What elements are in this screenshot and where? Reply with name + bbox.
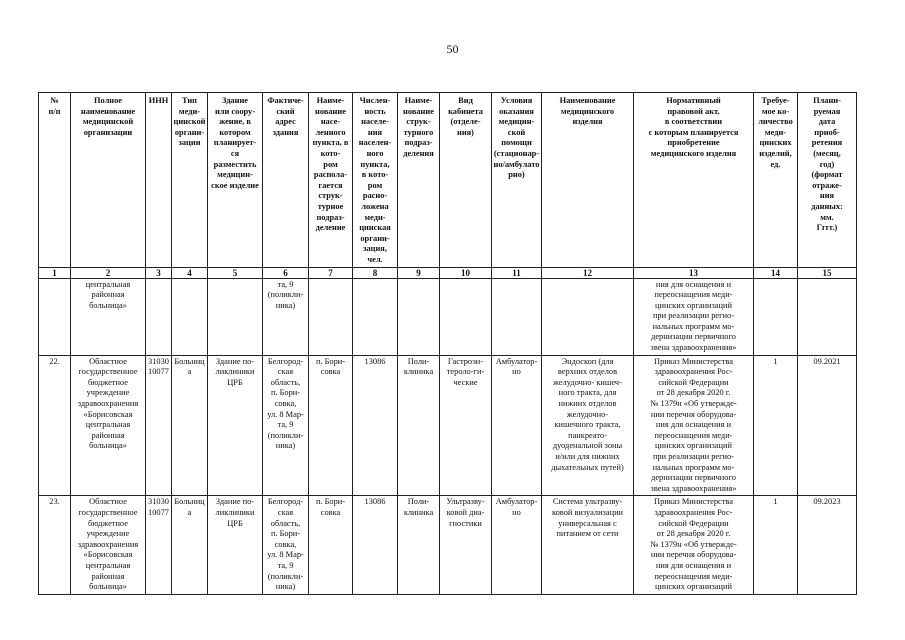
table-cell xyxy=(542,278,634,355)
table-cell: п. Бори- совка xyxy=(309,496,353,594)
table-cell: 31030 10077 xyxy=(146,496,172,594)
table-cell: Больница xyxy=(172,355,208,496)
table-cell: Гастроэн- тероло-ги- ческие xyxy=(440,355,492,496)
table-cell: Здание по- ликлиники ЦРБ xyxy=(208,355,263,496)
table-cell: 31030 10077 xyxy=(146,355,172,496)
header-cell: Наиме- нование струк- турного подраз- деления xyxy=(398,93,440,268)
header-cell: Требуе- мое ко- личество меди- цинских изделий, ед. xyxy=(754,93,798,268)
table-cell xyxy=(754,278,798,355)
header-cell: Фактиче- ский адрес здания xyxy=(263,93,309,268)
header-cell: Плани- руемая дата приоб- ретения (месяц, год) (формат отраже- ния данных: мм. Гггг.) xyxy=(798,93,857,268)
header-row xyxy=(39,93,857,268)
header-cell: ИНН xyxy=(146,93,172,268)
table-cell: та, 9 (поликли- ника) xyxy=(263,278,309,355)
table-cell: Приказ Министерства здравоохранения Рос- сийской Федерации от 28 декабря 2020 г. № 1379н «Об утвержде- нии перечня оборудова- ния для оснащения и переоснащения меди- цинских организаций xyxy=(634,496,754,594)
column-number: 14 xyxy=(754,267,798,278)
column-number: 6 xyxy=(263,267,309,278)
header-cell: Наименование медицинского изделия xyxy=(542,93,634,268)
table-cell: Больница xyxy=(172,496,208,594)
table-cell: Поли- клиника xyxy=(398,355,440,496)
table-cell xyxy=(208,278,263,355)
table-row xyxy=(39,355,857,496)
table-cell: Поли- клиника xyxy=(398,496,440,594)
table-cell: Областное государственное бюджетное учреждение здравоохранения «Борисовская центральная районная больница» xyxy=(71,496,146,594)
table-cell xyxy=(353,278,398,355)
table-cell xyxy=(492,278,542,355)
table-cell: п. Бори- совка xyxy=(309,355,353,496)
table-cell xyxy=(309,278,353,355)
table-cell: Белгород- ская область, п. Бори- совка, ул. 8 Мар- та, 9 (поликли- ника) xyxy=(263,355,309,496)
table-cell: Белгород- ская область, п. Бори- совка, ул. 8 Мар- та, 9 (поликли- ника) xyxy=(263,496,309,594)
table-cell: Здание по- ликлиники ЦРБ xyxy=(208,496,263,594)
table-cell: 1 xyxy=(754,496,798,594)
column-number: 15 xyxy=(798,267,857,278)
header-cell: Здание или соору- жение, в котором планирует- ся разместить медицин- ское изделие xyxy=(208,93,263,268)
header-cell: Условия оказания медицин- ской помощи (стационар- но/амбулато рно) xyxy=(492,93,542,268)
page-number: 50 xyxy=(446,42,459,56)
table-cell: 09.2021 xyxy=(798,355,857,496)
table-cell xyxy=(172,278,208,355)
header-cell: Числен- ность населе- ния населен- ного пункта, в кото- ром расно- ложена меди- цинская органи- зация, чел. xyxy=(353,93,398,268)
table-cell xyxy=(39,278,71,355)
table-cell: Амбулатор- но xyxy=(492,355,542,496)
table-row xyxy=(39,496,857,594)
table-cell: ния для оснащения и переоснащения меди- цинских организаций при реализации регио- нальных программ мо- дернизации первичного звена здравоохранения» xyxy=(634,278,754,355)
column-number: 12 xyxy=(542,267,634,278)
table-cell xyxy=(146,278,172,355)
table-cell xyxy=(440,278,492,355)
table-cell: Амбулатор- но xyxy=(492,496,542,594)
header-cell: Полное наименование медицинской организации xyxy=(71,93,146,268)
column-number: 2 xyxy=(71,267,146,278)
column-number-row xyxy=(39,267,857,278)
header-cell: Наиме- нование насе- ленного пункта, в кото- ром располa- гается струк- турное подраз- деление xyxy=(309,93,353,268)
header-cell: Тип меди- цинской органи- зации xyxy=(172,93,208,268)
table-cell: 23. xyxy=(39,496,71,594)
table-cell: Эндоскоп (для верхних отделов желудочно- кишеч- ного тракта, для нижних отделов желудочно- кишечного тракта, панкреато- дуоденальной зоны и/или для нижних дыхательных путей) xyxy=(542,355,634,496)
table-cell: 22. xyxy=(39,355,71,496)
table-cell: 13086 xyxy=(353,496,398,594)
column-number: 5 xyxy=(208,267,263,278)
column-number: 8 xyxy=(353,267,398,278)
column-number: 11 xyxy=(492,267,542,278)
column-number: 1 xyxy=(39,267,71,278)
column-number: 9 xyxy=(398,267,440,278)
table-cell: 1 xyxy=(754,355,798,496)
column-number: 3 xyxy=(146,267,172,278)
table-cell: Система ультразву- ковой визуализации универсальная с питанием от сети xyxy=(542,496,634,594)
table-row-continuation xyxy=(39,278,857,355)
table-cell: центральная районная больница» xyxy=(71,278,146,355)
table-cell xyxy=(398,278,440,355)
column-number: 10 xyxy=(440,267,492,278)
table-cell: Областное государственное бюджетное учреждение здравоохранения «Борисовская центральная районная больница» xyxy=(71,355,146,496)
table-cell: 09.2023 xyxy=(798,496,857,594)
table-cell: 13086 xyxy=(353,355,398,496)
table-cell: Ультразву- ковой диа- гностики xyxy=(440,496,492,594)
header-cell: Нормативный правовой акт, в соответствии с которым планируется приобретение медицинского изделия xyxy=(634,93,754,268)
column-number: 7 xyxy=(309,267,353,278)
header-cell: Вид кабинета (отделе- ния) xyxy=(440,93,492,268)
column-number: 13 xyxy=(634,267,754,278)
table-cell: Приказ Министерства здравоохранения Рос- сийской Федерации от 28 декабря 2020 г. № 1379н «Об утвержде- нии перечня оборудова- ния для оснащения и переоснащения меди- цинских организаций при реализации регио- нальных программ мо- дернизации первичного звена здравоохранения» xyxy=(634,355,754,496)
table-cell xyxy=(798,278,857,355)
header-cell: № п/п xyxy=(39,93,71,268)
column-number: 4 xyxy=(172,267,208,278)
medical-equipment-table xyxy=(38,92,857,595)
